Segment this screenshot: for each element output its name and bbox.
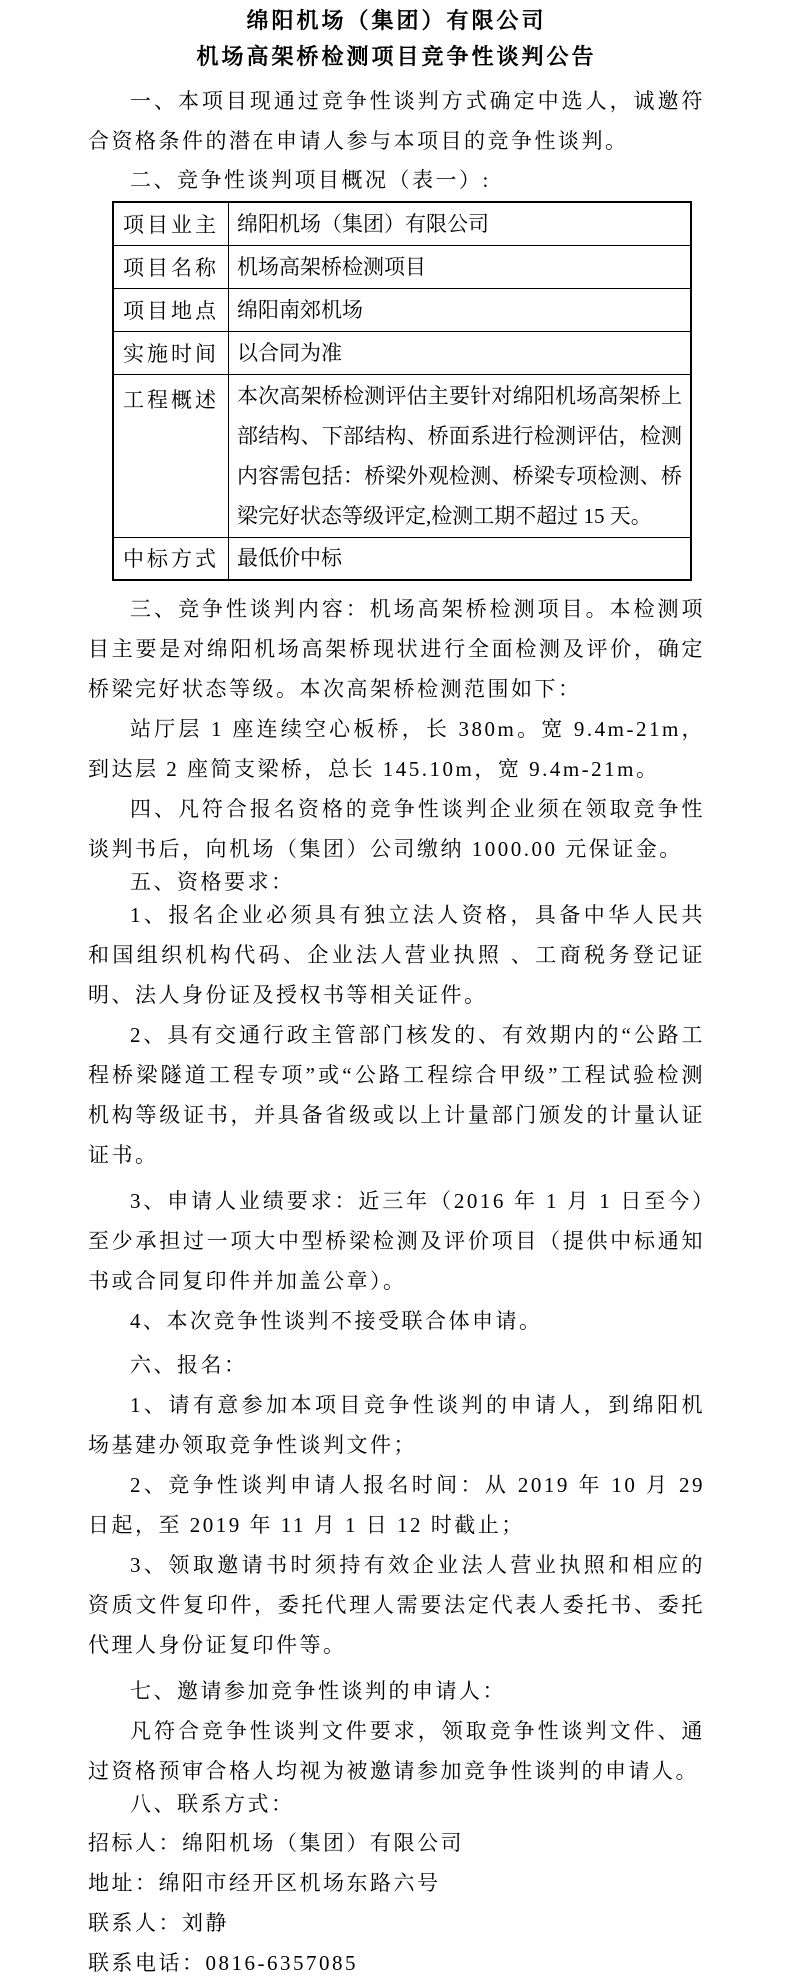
qualification-item-3: 3、申请人业绩要求：近三年（2016 年 1 月 1 日至今）至少承担过一项大中型桥梁检测及评价项目（提供中标通知书或合同复印件并加盖公章）。 bbox=[88, 1189, 705, 1293]
row-label: 项目名称 bbox=[113, 245, 229, 288]
table-row-scope bbox=[113, 374, 691, 537]
overview-table bbox=[112, 201, 692, 581]
overview-table-body bbox=[113, 202, 691, 580]
row-value: 最低价中标 bbox=[229, 537, 692, 580]
qualification-item-4: 4、本次竞争性谈判不接受联合体申请。 bbox=[130, 1309, 543, 1333]
intro-paragraph: 一、本项目现通过竞争性谈判方式确定中选人，诚邀符合资格条件的潜在申请人参与本项目的竞争性谈判。 bbox=[88, 89, 705, 153]
invitation-paragraph: 凡符合竞争性谈判文件要求，领取竞争性谈判文件、通过资格预审合格人均视为被邀请参加竞争性谈判的申请人。 bbox=[88, 1719, 705, 1783]
deposit-paragraph: 四、凡符合报名资格的竞争性谈判企业须在领取竞争性谈判书后，向机场（集团）公司缴纳 1000.00 元保证金。 bbox=[88, 797, 705, 861]
contact-heading: 八、联系方式： bbox=[130, 1792, 295, 1816]
row-value: 绵阳南郊机场 bbox=[229, 288, 692, 331]
table-row-award-method bbox=[113, 537, 691, 580]
table-row-owner bbox=[113, 202, 691, 245]
registration-heading: 六、报名： bbox=[130, 1353, 248, 1377]
table-row-schedule bbox=[113, 331, 691, 374]
row-value: 本次高架桥检测评估主要针对绵阳机场高架桥上部结构、下部结构、桥面系进行检测评估，检测内容需包括：桥梁外观检测、桥梁专项检测、桥梁完好状态等级评定,检测工期不超过 15 天。 bbox=[229, 374, 692, 537]
row-label: 工程概述 bbox=[113, 374, 229, 537]
scope-detail-paragraph: 站厅层 1 座连续空心板桥，长 380m。宽 9.4m-21m，到达层 2 座简支梁桥，总长 145.10m，宽 9.4m-21m。 bbox=[88, 717, 705, 781]
table-row-location bbox=[113, 288, 691, 331]
table-row-project-name bbox=[113, 245, 691, 288]
row-value: 绵阳机场（集团）有限公司 bbox=[229, 202, 692, 245]
row-label: 中标方式 bbox=[113, 537, 229, 580]
registration-item-3: 3、领取邀请书时须持有效企业法人营业执照和相应的资质文件复印件，委托代理人需要法定代表人委托书、委托代理人身份证复印件等。 bbox=[88, 1553, 705, 1657]
row-label: 项目业主 bbox=[113, 202, 229, 245]
contact-line-phone: 联系电话：0816-6357085 bbox=[88, 1951, 358, 1975]
contact-line-tenderer: 招标人：绵阳机场（集团）有限公司 bbox=[88, 1831, 464, 1855]
registration-item-1: 1、请有意参加本项目竞争性谈判的申请人，到绵阳机场基建办领取竞争性谈判文件； bbox=[88, 1393, 705, 1457]
contact-line-address: 地址：绵阳市经开区机场东路六号 bbox=[88, 1871, 441, 1895]
invitation-heading: 七、邀请参加竞争性谈判的申请人： bbox=[130, 1679, 506, 1703]
contact-line-person: 联系人：刘静 bbox=[88, 1911, 229, 1935]
doc-title: 绵阳机场（集团）有限公司 bbox=[246, 8, 547, 33]
qualification-item-2: 2、具有交通行政主管部门核发的、有效期内的“公路工程桥梁隧道工程专项”或“公路工程综合甲级”工程试验检测机构等级证书，并具备省级或以上计量部门颁发的计量认证证书。 bbox=[88, 1023, 705, 1167]
overview-heading: 二、竞争性谈判项目概况（表一）: bbox=[130, 168, 491, 192]
qualification-heading: 五、资格要求： bbox=[130, 870, 295, 894]
row-label: 项目地点 bbox=[113, 288, 229, 331]
content-section-paragraph: 三、竞争性谈判内容：机场高架桥检测项目。本检测项目主要是对绵阳机场高架桥现状进行全面检测及评价，确定桥梁完好状态等级。本次高架桥检测范围如下： bbox=[88, 597, 705, 701]
row-value: 机场高架桥检测项目 bbox=[229, 245, 692, 288]
doc-subtitle: 机场高架桥检测项目竞争性谈判公告 bbox=[196, 44, 597, 69]
row-label: 实施时间 bbox=[113, 331, 229, 374]
row-value: 以合同为准 bbox=[229, 331, 692, 374]
qualification-item-1: 1、报名企业必须具有独立法人资格，具备中华人民共和国组织机构代码、企业法人营业执照 、工商税务登记证明、法人身份证及授权书等相关证件。 bbox=[88, 903, 705, 1007]
registration-item-2: 2、竞争性谈判申请人报名时间：从 2019 年 10 月 29 日起，至 2019 年 11 月 1 日 12 时截止； bbox=[88, 1473, 705, 1537]
